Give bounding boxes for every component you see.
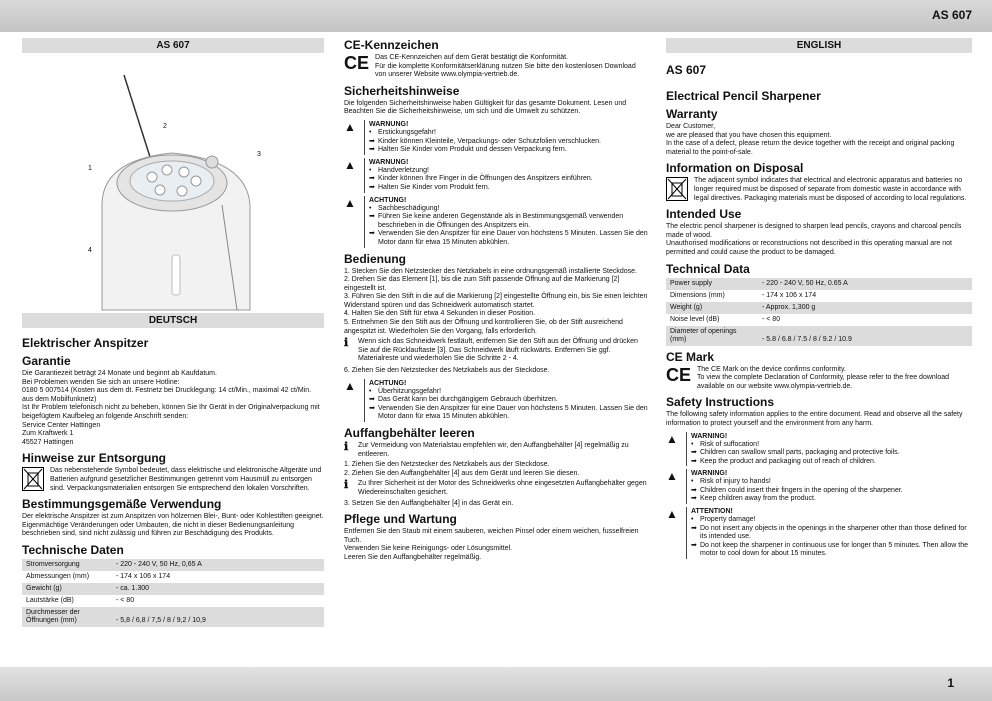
table-cell: Diameter of openings (mm) [666, 326, 758, 346]
bedienung-heading: Bedienung [344, 251, 406, 266]
page-number: 1 [947, 676, 954, 690]
intended-line: Unauthorised modifications or reconstructions not described in this operating manual are not permitted and could cause the product to be damaged. [666, 240, 952, 256]
sicherheit-text: Die folgenden Sicherheitshinweise haben Gültigkeit für das gesamte Dokument. Lesen und Beachten Sie die Sicherheitshinweise, um sich und die Umwelt zu schützen. [344, 99, 627, 116]
warning-triangle-icon: ▲ [344, 378, 356, 393]
table-row [666, 326, 972, 346]
model-heading: AS 607 [666, 63, 707, 77]
warning-box [666, 432, 972, 467]
pflege-line: Leeren Sie den Auffangbehälter regelmäßig. [344, 553, 482, 561]
list-item: • Erstickungsgefahr! [369, 128, 436, 136]
entsorgung-text: Das nebenstehende Symbol bedeutet, dass elektrische und elektronische Altgeräte und Batterien aufgrund gesetzlicher Bestimmungen getrennt vom Hausmüll zu entsorgen sind. Verpackungsmaterialien entsorgen Sie entsprechend den lokalen Vorschriften. [50, 467, 322, 492]
note-text: Wenn sich das Schneidwerk festläuft, entfernen Sie den Stift aus der Öffnung und drücken Sie auf die Rücklauftaste [3]. Das Schneidwerk läuft rückwärts. Entfernen Sie ggf. Materialreste und wiederholen Sie die Schritte 2 - 4. [358, 338, 638, 363]
disposal-block [666, 177, 972, 203]
verwendung-heading: Bestimmungsgemäße Verwendung [22, 497, 222, 512]
table-cell: - Approx. 1,300 g [758, 302, 972, 314]
warranty-heading: Warranty [666, 107, 718, 121]
note-text: Zur Vermeidung von Materialstau empfehlen wir, den Auffangbehälter [4] regelmäßig zu entleeren. [358, 442, 629, 458]
table-row [666, 278, 972, 290]
table-cell: - 220 - 240 V, 50 Hz, 0,65 A [112, 559, 324, 571]
ce-line: To view the complete Declaration of Conformity, please refer to the free download available on our website www.olympia-vertrieb.de. [697, 374, 950, 390]
list-item: ➡ Führen Sie keine anderen Gegenstände als in Bestimmungsgemäß verwenden beschrieben in die Öffnungen des Anspitzers ein. [369, 213, 624, 229]
auffang-step: 1. Ziehen Sie den Netzstecker des Netzkabels aus der Steckdose. [344, 461, 550, 469]
table-cell: - 174 x 106 x 174 [762, 291, 817, 299]
garantie-line: Die Garantiezeit beträgt 24 Monate und beginnt ab Kaufdatum. [22, 370, 217, 377]
ce-mark-heading: CE Mark [666, 349, 715, 364]
info-icon: ℹ [344, 337, 349, 350]
column-english [666, 38, 972, 562]
ce-line: The CE Mark on the device confirms conformity. [697, 365, 846, 373]
list-item: ➡ Kinder können Kleinteile, Verpackungs- oder Schutzfolien verschlucken. [369, 137, 601, 145]
list-item: ➡ Children can swallow small parts, packaging and protective foils. [691, 449, 900, 457]
warning-triangle-icon: ▲ [666, 507, 678, 522]
list-item: ➡ Verwenden Sie den Anspitzer für eine Dauer von höchstens 5 Minuten. Lassen Sie den Motor dann für etwa 15 Minuten abkühlen. [369, 230, 648, 246]
list-item: ➡ Kinder können Ihre Finger in die Öffnungen des Anspitzers einführen. [369, 175, 593, 183]
language-band-english: ENGLISH [666, 38, 972, 53]
callout-3: 3 [257, 151, 261, 158]
info-note [344, 480, 648, 497]
table-row [666, 314, 972, 326]
info-icon: ℹ [344, 441, 349, 453]
warning-triangle-icon: ▲ [344, 195, 356, 210]
tech-table-en [666, 278, 972, 346]
warning-box [344, 379, 648, 422]
product-illustration [22, 55, 324, 313]
list-item: 1. Stecken Sie den Netzstecker des Netzkabels in eine ordnungsgemäß installierte Steckdose. [344, 267, 637, 275]
ce-heading: CE-Kennzeichen [344, 38, 439, 52]
list-item: • Risk of suffocation! [691, 440, 760, 448]
ce-block [344, 54, 648, 80]
list-item: ➡ Do not insert any objects in the openings in the sharpener other than those defined for its intended use. [691, 524, 967, 541]
table-cell: - ca. 1.300 [112, 583, 324, 595]
sicherheit-heading: Sicherheitshinweise [344, 83, 460, 98]
disposal-text: The adjacent symbol indicates that electrical and electronic apparatus and batteries no longer required must be disposed of separate from domestic waste in accordance with legal directives. Packaging materials must be disposed of according to local regulations. [694, 177, 967, 202]
header-model: AS 607 [931, 8, 972, 22]
table-row [666, 290, 972, 302]
warning-triangle-icon: ▲ [666, 431, 678, 446]
warning-title: WARNUNG! [369, 120, 409, 128]
footer-bar [0, 667, 992, 701]
list-item: ➡ Keep the product and packaging out of reach of children. [691, 457, 876, 465]
info-note [344, 442, 648, 459]
auffang-step: 3. Setzen Sie den Auffangbehälter [4] in das Gerät ein. [344, 499, 514, 507]
garantie-line: Bei Problemen wenden Sie sich an unsere Hotline: [22, 378, 180, 386]
table-cell: Power supply [666, 278, 758, 290]
table-row [22, 571, 324, 583]
garantie-line: 0180 5 007514 (Kosten aus dem dt. Festnetz bei Drucklegung: 14 ct/Min., maximal 42 ct/Min. aus dem Mobilfunknetz) [22, 387, 312, 403]
table-cell: - < 80 [116, 596, 135, 604]
auffang-heading: Auffangbehälter leeren [344, 426, 475, 440]
list-item: • Sachbeschädigung! [369, 204, 440, 212]
safety-heading: Safety Instructions [666, 395, 775, 410]
table-cell: - 174 x 106 x 174 [116, 572, 171, 580]
table-row [22, 607, 324, 627]
table-cell: Abmessungen (mm) [26, 572, 90, 580]
note-text: Zu Ihrer Sicherheit ist der Motor des Schneidwerks ohne eingesetzten Auffangbehälter gegen Wiedereinschalten gesichert. [358, 480, 647, 496]
garantie-heading: Garantie [22, 354, 71, 368]
table-cell: - 220 - 240 V, 50 Hz, 0.65 A [758, 278, 972, 290]
list-item: • Überhitzungsgefahr! [369, 387, 442, 395]
list-item: ➡ Children could insert their fingers in the opening of the sharpener. [691, 486, 903, 494]
list-item: ➡ Keep children away from the product. [691, 495, 816, 503]
warning-triangle-icon: ▲ [666, 469, 678, 484]
list-item: 3. Führen Sie den Stift in die auf die Markierung [2] eingestellte Öffnung ein, bis Sie einen leichten Widerstand spüren und das Schneidwerk automatisch startet. [344, 293, 648, 309]
column-german-left [22, 38, 324, 627]
table-cell: Durchmesser der Öffnungen (mm) [22, 607, 112, 627]
table-cell: Weight (g) [666, 302, 758, 314]
product-title: Elektrischer Anspitzer [22, 336, 149, 350]
intended-heading: Intended Use [666, 207, 742, 222]
language-band-deutsch: DEUTSCH [22, 313, 324, 328]
list-item: 4. Halten Sie den Stift für etwa 4 Sekunden in dieser Position. [344, 310, 536, 318]
product-title-en: Electrical Pencil Sharpener [666, 89, 821, 103]
table-cell: Noise level (dB) [670, 315, 720, 323]
tech-heading: Technical Data [666, 261, 750, 276]
list-item: ➡ Do not keep the sharpener in continuous use for longer than 5 minutes. Then allow the motor to cool down for about 15 minutes. [691, 541, 968, 558]
callout-4: 4 [88, 247, 92, 254]
warning-triangle-icon: ▲ [344, 157, 356, 172]
table-cell: Dimensions (mm) [670, 291, 725, 299]
bedienung-steps [344, 268, 648, 337]
garantie-line: 45527 Hattingen [22, 438, 74, 446]
table-row [22, 583, 324, 595]
daten-heading: Technische Daten [22, 542, 124, 557]
warning-box [666, 469, 972, 504]
entsorgung-heading: Hinweise zur Entsorgung [22, 451, 167, 466]
tech-table-de [22, 559, 324, 627]
pflege-heading: Pflege und Wartung [344, 512, 457, 527]
warning-box [344, 120, 648, 155]
warning-title: WARNING! [691, 470, 728, 478]
warning-box [344, 196, 648, 248]
pflege-line: Entfernen Sie den Staub mit einem sauberen, weichen Pinsel oder einem weichen, fusselfreien Tuch. [344, 528, 639, 544]
intended-line: The electric pencil sharpener is designed to sharpen lead pencils, crayons and charcoal pencils made of wood. [666, 223, 962, 239]
garantie-line: Service Center Hattingen [22, 421, 101, 429]
bedienung-step-6: 6. Ziehen Sie den Netzstecker des Netzkabels aus der Steckdose. [344, 367, 550, 375]
ce-mark-icon: CE [666, 364, 692, 385]
entsorgung-block [22, 467, 324, 493]
warning-title: WARNING! [691, 432, 728, 440]
callout-2: 2 [163, 123, 167, 130]
list-item: 5. Entnehmen Sie den Stift aus der Öffnung und kontrollieren Sie, ob der Stift ausreichend angespitzt ist. Wiederholen Sie den Vorgang, falls erforderlich. [344, 319, 623, 335]
warning-box [344, 158, 648, 193]
verwendung-line: Eigenmächtige Veränderungen oder Umbauten, die nicht in dieser Bedienungsanleitung beschrieben sind, sind nicht zulässig und führen zur Beschädigung des Produkts. [22, 521, 295, 538]
list-item: ➡ Das Gerät kann bei durchgängigem Gebrauch überhitzen. [369, 396, 558, 404]
table-cell: Stromversorgung [22, 559, 112, 571]
warranty-line: we are pleased that you have chosen this equipment. [666, 131, 832, 139]
callout-1: 1 [88, 165, 92, 172]
garantie-line: Zum Kraftwerk 1 [22, 430, 74, 438]
warning-title: ATTENTION! [691, 508, 733, 516]
model-band: AS 607 [22, 38, 324, 53]
warranty-line: In the case of a defect, please return the device together with the receipt and original packing material to the point-of-sale. [666, 140, 955, 156]
column-german-right [344, 38, 648, 563]
disposal-heading: Information on Disposal [666, 161, 804, 176]
ce-mark-icon: CE [344, 53, 370, 73]
crossed-bin-icon [22, 467, 44, 491]
table-cell: - 5,8 / 6,8 / 7,5 / 8 / 9,2 / 10,9 [112, 607, 324, 627]
warranty-line: Dear Customer, [666, 123, 716, 130]
garantie-line: Ist Ihr Problem telefonisch nicht zu beheben, können Sie Ihr Gerät in der Originalverpackung mit beigefügtem Kaufbeleg an folgende Anschrift senden: [22, 404, 320, 420]
list-item: ➡ Halten Sie Kinder vom Produkt und dessen Verpackung fern. [369, 146, 567, 154]
warning-title: WARNUNG! [369, 158, 409, 166]
pflege-line: Verwenden Sie keine Reinigungs- oder Lösungsmittel. [344, 545, 513, 553]
list-item: 2. Drehen Sie das Element [1], bis die zum Stift passende Öffnung auf die Markierung [2] eingestellt ist. [344, 276, 620, 292]
safety-text: The following safety information applies to the entire document. Read and observe all the safety information to protect yourself and the environment from any harm. [666, 411, 963, 427]
warning-box [666, 507, 972, 559]
crossed-bin-icon [666, 177, 688, 201]
table-row [22, 595, 324, 607]
ce-line: Für die komplette Konformitätserklärung nutzen Sie bitte den kostenlosen Download von unserer Website www.olympia-vertrieb.de. [375, 62, 636, 79]
verwendung-line: Der elektrische Anspitzer ist zum Anspitzen von hölzernen Blei-, Bunt- oder Kohlestiften geeignet. [22, 513, 324, 521]
table-cell: Lautstärke (dB) [26, 596, 74, 604]
info-icon: ℹ [344, 479, 349, 492]
table-cell: - < 80 [762, 315, 781, 323]
ce-block-en [666, 366, 972, 392]
list-item: • Property damage! [691, 516, 756, 524]
warning-triangle-icon: ▲ [344, 119, 356, 134]
info-note [344, 338, 648, 364]
header-bar [0, 0, 992, 32]
ce-line: Das CE-Kennzeichen auf dem Gerät bestätigt die Konformität. [375, 54, 569, 61]
table-row [22, 559, 324, 571]
table-row [666, 302, 972, 314]
list-item: • Handverletzung! [369, 166, 429, 174]
auffang-step: 2. Ziehen Sie den Auffangbehälter [4] aus dem Gerät und leeren Sie diesen. [344, 469, 580, 477]
table-cell: - 5.8 / 6.8 / 7.5 / 8 / 9.2 / 10.9 [758, 326, 972, 346]
table-cell: Gewicht (g) [22, 583, 112, 595]
list-item: ➡ Halten Sie Kinder vom Produkt fern. [369, 183, 490, 191]
list-item: • Risk of injury to hands! [691, 478, 771, 486]
warning-title: ACHTUNG! [369, 379, 407, 387]
warning-title: ACHTUNG! [369, 196, 407, 204]
list-item: ➡ Verwenden Sie den Anspitzer für eine Dauer von höchstens 5 Minuten. Lassen Sie den Motor dann für etwa 15 Minuten abkühlen. [369, 404, 648, 421]
